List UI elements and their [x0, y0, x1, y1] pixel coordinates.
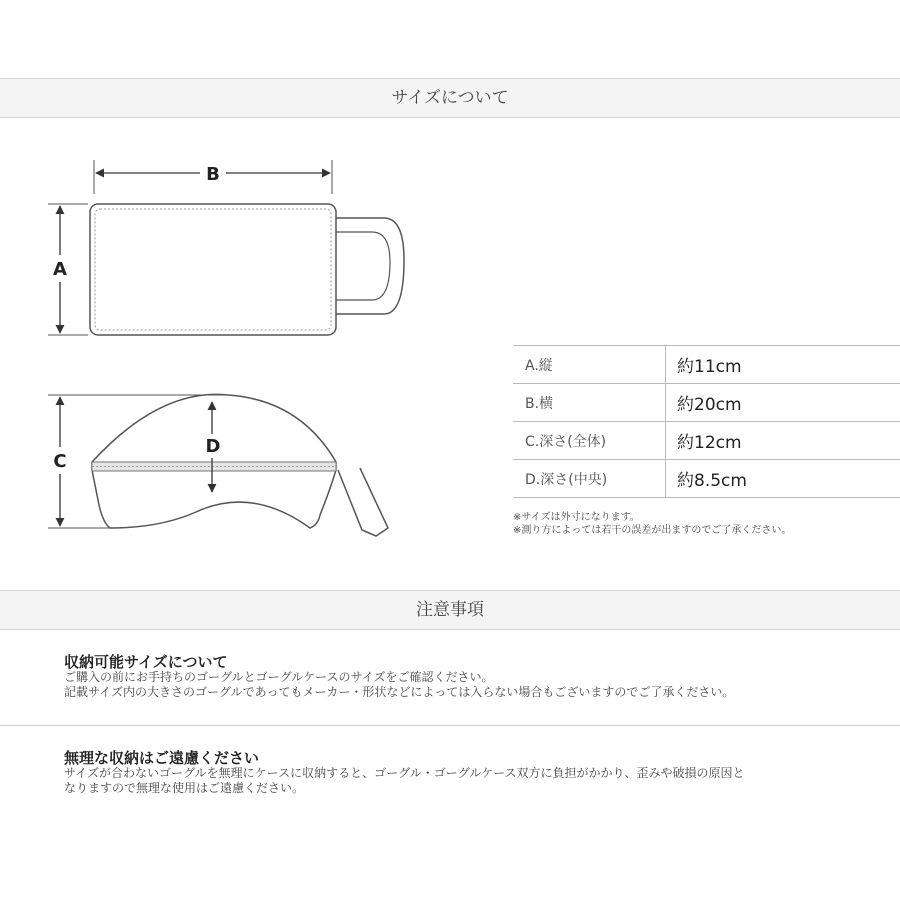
caution-section-header [0, 590, 900, 630]
dimension-b-label: B [206, 164, 220, 185]
size-note: ※測り方によっては若干の誤差が出ますのでご了承ください。 [513, 525, 792, 536]
spec-value: 約11cm [666, 346, 900, 384]
spec-row [513, 384, 900, 422]
caution-line: サイズが合わないゴーグルを無理にケースに収納すると、ゴーグル・ゴーグルケース双方に負担がかかり、歪みや破損の原因と [64, 766, 745, 780]
dimension-c-label: C [53, 451, 67, 472]
caution-section-title: 注意事項 [416, 600, 484, 620]
caution-line: ご購入の前にお手持ちのゴーグルとゴーグルケースのサイズをご確認ください。 [64, 670, 494, 684]
case-diagram [0, 118, 500, 558]
spec-label: C.深さ(全体) [513, 422, 666, 460]
spec-label: D.深さ(中央) [513, 460, 666, 498]
dimension-a-label: A [53, 259, 67, 280]
case-side-view [92, 394, 336, 528]
size-section-header [0, 78, 900, 118]
caution-heading: 無理な収納はご遠慮ください [64, 749, 260, 767]
size-note: ※サイズは外寸になります。 [513, 512, 640, 523]
caution-text [64, 670, 854, 700]
case-top-view [90, 204, 336, 335]
spec-row [513, 422, 900, 460]
spec-value: 約20cm [666, 384, 900, 422]
spec-value: 約12cm [666, 422, 900, 460]
caution-line: 記載サイズ内の大きさのゴーグルであってもメーカー・形状などによっては入らない場合もございますのでご了承ください。 [64, 685, 735, 699]
spec-label: A.縦 [513, 346, 666, 384]
caution-text [64, 766, 854, 796]
size-section-title: サイズについて [391, 88, 509, 108]
side-tab [338, 468, 388, 536]
dimension-d-label: D [205, 436, 221, 457]
divider [0, 725, 900, 726]
spec-label: B.横 [513, 384, 666, 422]
spec-value: 約8.5cm [666, 460, 900, 498]
spec-row [513, 460, 900, 498]
caution-line: なりますので無理な使用はご遠慮ください。 [64, 781, 305, 795]
caution-heading: 収納可能サイズについて [64, 653, 228, 671]
spec-row [513, 346, 900, 384]
size-spec-table [513, 345, 900, 498]
